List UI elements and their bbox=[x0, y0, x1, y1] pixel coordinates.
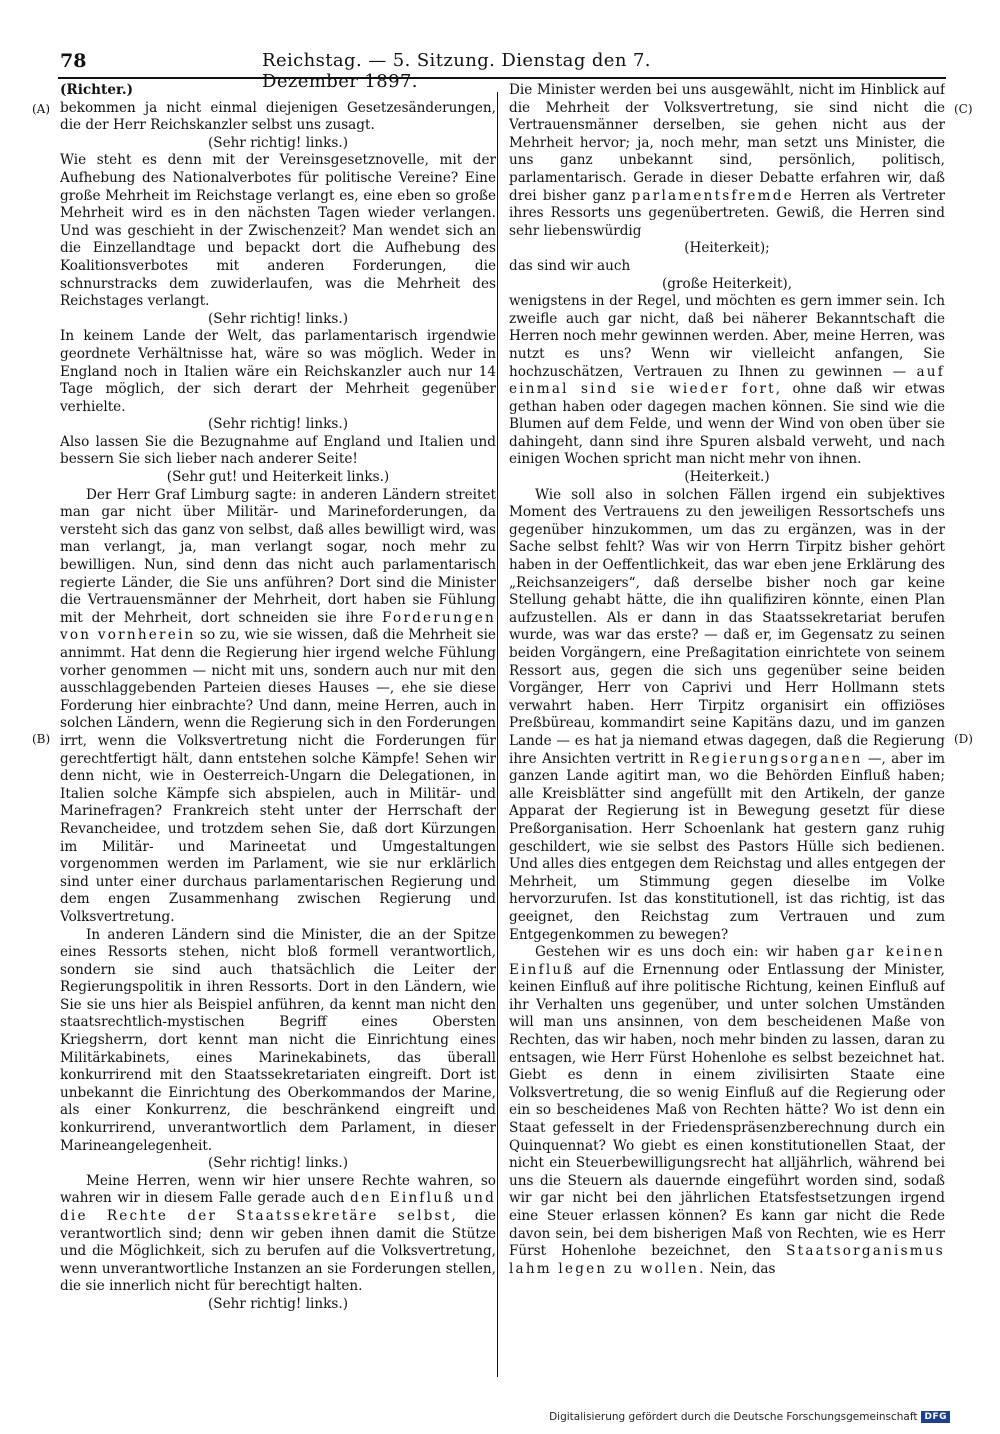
dfg-logo: DFG bbox=[921, 1411, 950, 1423]
text-run: so zu, wie sie wissen, daß die Mehrheit sie annimmt. Hat denn die Regierung hier irgend welche Fühlung vorher genommen — nicht mit uns, sondern auch nur mit den ausschlaggebenden Parteien dieses Hauses —, ehe sie diese Forderung hier einbrachte? Und dann, meine Herren, auch in solchen Ländern, wenn die Regierung sich in den Forderungen irrt, wenn die Volksvertretung nicht die Forderungen für gerechtfertigt hält, dann entstehen solche Kämpfe! Sehen wir denn nicht, wie in Oesterreich-Ungarn die Delegationen, in Italien solche Kämpfe sich abspielen, auch in Militär- und Marinefragen? Frankreich steht unter der Herrschaft der Revancheidee, und trotzdem sehen Sie, daß dort Kürzungen im Militär- und Marineetat und Umgestaltungen vorgenommen werden im Parlament, wie sie nur erklärlich sind unter einer durchaus parlamentarischen Regierung und dem engen Zusammenhang zwischen Regierung und Volksvertretung. bbox=[60, 627, 496, 925]
paragraph bbox=[509, 487, 945, 944]
margin-marker-b: (B) bbox=[32, 732, 51, 746]
paragraph: bekommen ja nicht einmal diejenigen Gesetzesänderungen, die der Herr Reichskanzler selbst uns zusagt. bbox=[60, 99, 496, 134]
margin-marker-d: (D) bbox=[954, 732, 973, 746]
paragraph: In keinem Lande der Welt, das parlamentarisch irgendwie geordnete Verhältnisse hat, wäre so was möglich. Weder in England noch in Italien wäre ein Reichskanzler auch nur 14 Tage möglich, der sich derart der Mehrheit gegenüber verhielte. bbox=[60, 328, 496, 415]
right-column bbox=[509, 82, 945, 1382]
text-run: Gestehen wir es uns doch ein: wir haben bbox=[535, 944, 839, 961]
text-run: auf die Ernennung oder Entlassung der Minister, keinen Einfluß auf ihre politische Richtung, keinen Einfluß auf ihr Verhalten uns gegenüber, und unter solchen Umständen will man uns ansinnen, von dem bescheidenen Maße von Rechten, das wir haben, noch mehr binden zu lassen, daran zu entsagen, wie Herr Fürst Hohenlohe es selbst bezeichnet hat. Giebt es denn in einem zivilisirten Staate eine Volksvertretung, die so wenig Einfluß auf die Regierung oder ein so bescheidenes Maß von Rechten hätte? Wo ist denn ein Staat gefesselt in der Friedenspräsenzberechnung durch ein Quinquennat? Wo giebt es einen konstitutionellen Staat, der nicht ein Steuerbewilligungsrecht hat alljährlich, während bei uns die Steuern als dauernde eingeführt worden sind, sodaß wir gar nicht bei den jährlichen Etatsfestsetzungen irgend eine Steuer erlassen können? Es kann gar nicht die Rede davon sein, bei dem bisherigen Maß von Rechten, wie es Herr Fürst Hohenlohe bezeichnet, den bbox=[509, 961, 945, 1260]
reaction: (Sehr richtig! links.) bbox=[207, 416, 349, 433]
text-run: die verantwortlich sind; denn wir geben ihnen damit die Stütze und die Möglichkeit, sich zu berufen auf die Volksvertretung, wenn unverantwortliche Instanzen an sie Forderungen stellen, die sie innerlich nicht für berechtigt halten. bbox=[60, 1208, 496, 1295]
spaced-emphasis: parlamentsfremde bbox=[631, 187, 794, 204]
reaction: (Sehr richtig! links.) bbox=[207, 310, 349, 327]
left-column bbox=[60, 82, 496, 1382]
text-run: Meine Herren, wenn wir hier unsere Rechte wahren, so wahren wir in diesem Falle gerade auch bbox=[60, 1172, 496, 1207]
paragraph: Wie steht es denn mit der Vereinsgesetznovelle, mit der Aufhebung des Nationalverbotes für politische Vereine? Eine große Mehrheit im Reichstage verlangt es, eine eben so große Mehrheit wird es in den nächsten Tagen wieder verlangen. Und was geschieht in der Zwischenzeit? Man wendet sich an die Einzellandtage und bepackt dort die Aufhebung des Koalitionsverbotes mit anderen Forderungen, die schnurstracks dem zuwiderlaufen, was die Mehrheit des Reichstages verlangt. bbox=[60, 152, 496, 310]
reaction: (große Heiterkeit), bbox=[661, 275, 793, 292]
text-run: ohne daß wir etwas gethan haben oder dagegen machen können. Sie sind wie die Blumen auf dem Felde, und wenn der Wind von oben über sie dahingeht, dann sind ihre Spuren alsbald verweht, und nach einigen Wochen spricht man nicht mehr von ihnen. bbox=[509, 381, 945, 468]
column-rule bbox=[497, 92, 498, 1377]
reaction: (Sehr richtig! links.) bbox=[207, 1155, 349, 1172]
header-rule bbox=[58, 77, 946, 79]
text-run: Der Herr Graf Limburg sagte: in anderen Ländern streitet man gar nicht über Militär- und Marineforderungen, da versteht sich das ganz von selbst, daß alles bewilligt wird, was man verlangt, ja, man verlangt sogar, noch mehr zu bewilligen. Nun, sind denn das nicht auch parlamentarisch regierte Länder, die Sie uns anführen? Dort sind die Minister die Vertrauensmänner der Mehrheit, dort haben sie Fühlung mit der Mehrheit, dort schneiden sie ihre bbox=[60, 486, 496, 626]
page-header: Reichstag. — 5. Sitzung. Dienstag den 7. Dezember 1897. bbox=[262, 50, 651, 92]
paragraph bbox=[60, 1173, 496, 1296]
speaker-name: (Richter.) bbox=[60, 82, 134, 98]
reaction: (Sehr richtig! links.) bbox=[207, 1295, 349, 1312]
spaced-emphasis: auf einmal sind sie wieder fort, bbox=[509, 363, 945, 398]
reaction: (Sehr richtig! links.) bbox=[207, 134, 349, 151]
margin-marker-c: (C) bbox=[954, 102, 973, 116]
text-run: Nein, das bbox=[710, 1260, 776, 1277]
reaction: (Sehr gut! und Heiterkeit links.) bbox=[166, 469, 390, 486]
paragraph: das sind wir auch bbox=[509, 257, 631, 274]
spaced-emphasis: Staatsorganismus lahm legen zu wollen. bbox=[509, 1243, 945, 1277]
text-run: —, aber im ganzen Lande agitirt man, wo die Behörden Einfluß haben; alle Kreisblätter sind angefüllt mit den Artikeln, der ganze Apparat der Regierung ist in Bewegung gesetzt für diese Preßorganisation. Herr Schoenlank hat gestern ganz ruhig geschildert, wie sie selbst des Pastors Hülle sich bedienen. Und alles dies entgegen dem Reichstag und alles entgegen der Mehrheit, um Stimmung gegen dieselbe im Volke hervorzurufen. Ist das konstitutionell, ist das richtig, ist das geeignet, den Reichstag zum Vertrauen und zum Entgegenkommen zu bewegen? bbox=[509, 750, 945, 943]
footer-text: Digitalisierung gefördert durch die Deutsche Forschungsgemeinschaft bbox=[549, 1411, 918, 1423]
spaced-emphasis: den Einfluß und die Rechte der Staatssekretäre selbst, bbox=[60, 1190, 496, 1224]
page-number: 78 bbox=[60, 50, 87, 72]
paragraph: In anderen Ländern sind die Minister, die an der Spitze eines Ressorts stehen, nicht bloß formell verantwortlich, sondern sie sind auch thatsächlich die Leiter der Regierungspolitik in ihren Ressorts. Dort in den Ländern, wie Sie sie uns hier als Beispiel anführen, da kennt man nicht den staatsrechtlich-mystischen Begriff eines Obersten Kriegsherrn, dort kennt man nicht die Einrichtung eines Militärkabinets, eines Marinekabinets, das überall konkurrirend mit den Staatssekretariaten eingreift. Dort ist unbekannt die Einrichtung des Oberkommandos der Marine, als einer Konkurrenz, die beschränkend eingreift und konkurrirend, unverantwortlich dem Parlament, in dieser Marineangelegenheit. bbox=[60, 926, 496, 1154]
text-run: Die Minister werden bei uns ausgewählt, nicht im Hinblick auf die Mehrheit der Volksvertretung, sie sind nicht die Vertrauensmänner derselben, sie gehen nicht aus der Mehrheit hervor; ja, noch mehr, man setzt uns Minister, die uns ganz unbekannt sind, persönlich, politisch, parlamentarisch. Gerade in dieser Debatte erfahren wir, daß drei bisher ganz bbox=[509, 82, 945, 204]
paragraph bbox=[509, 944, 945, 1278]
spaced-emphasis: Forderungen von vornherein bbox=[60, 609, 496, 644]
spaced-emphasis: Regierungsorganen bbox=[689, 750, 863, 767]
paragraph bbox=[509, 293, 945, 469]
reaction: (Heiterkeit); bbox=[684, 240, 770, 257]
paragraph bbox=[60, 487, 496, 927]
text-run: Herren als Vertreter ihres Ressorts uns gegenübertreten. Gewiß, die Herren sind sehr liebenswürdig bbox=[509, 187, 945, 239]
reaction: (Heiterkeit.) bbox=[684, 469, 770, 486]
text-run: Wie soll also in solchen Fällen irgend ein subjektives Moment des Vertrauens zu den jeweiligen Ressortschefs uns gegenüber hinzukommen, um das zu ergänzen, was in der Sache selbst fehlt? Was wir von Herrn Tirpitz bisher gehört haben in der Oeffentlichkeit, das war eben jene Erklärung des „Reichsanzeigers“, daß derselbe bisher noch gar keine Stellung gehabt hätte, die ihn qualifiziren könnte, einen Plan aufzustellen. Als er dann in das Staatssekretariat berufen wurde, was war das erste? — daß er, im Gegensatz zu seinen beiden Vorgängern, eine Preßagitation einrichtete von seinem Ressort aus, gegen die sich uns gegenüber seine beiden Vorgänger, Herr von Caprivi und Herr Hollmann stets verwahrt haben. Herr Tirpitz organisirt ein offiziöses Preßbüreau, kommandirt seine Kapitäns dazu, und im ganzen Lande — es hat ja niemand etwas dagegen, daß die Regierung ihre Ansichten vertritt in bbox=[509, 486, 945, 767]
footer bbox=[549, 1411, 950, 1423]
paragraph: Also lassen Sie die Bezugnahme auf England und Italien und bessern Sie sich lieber nach anderer Seite! bbox=[60, 433, 496, 468]
text-run: wenigstens in der Regel, und möchten es gern immer sein. Ich zweifle auch gar nicht, daß bei näherer Bekanntschaft die Herren noch mehr gewinnen werden. Aber, meine Herren, was nutzt es uns? Wenn wir vielleicht anfangen, Sie hochzuschätzen, Vertrauen zu Ihnen zu gewinnen — bbox=[509, 293, 945, 380]
margin-marker-a: (A) bbox=[32, 102, 51, 116]
paragraph bbox=[509, 82, 945, 240]
spaced-emphasis: gar keinen Einfluß bbox=[509, 944, 945, 978]
